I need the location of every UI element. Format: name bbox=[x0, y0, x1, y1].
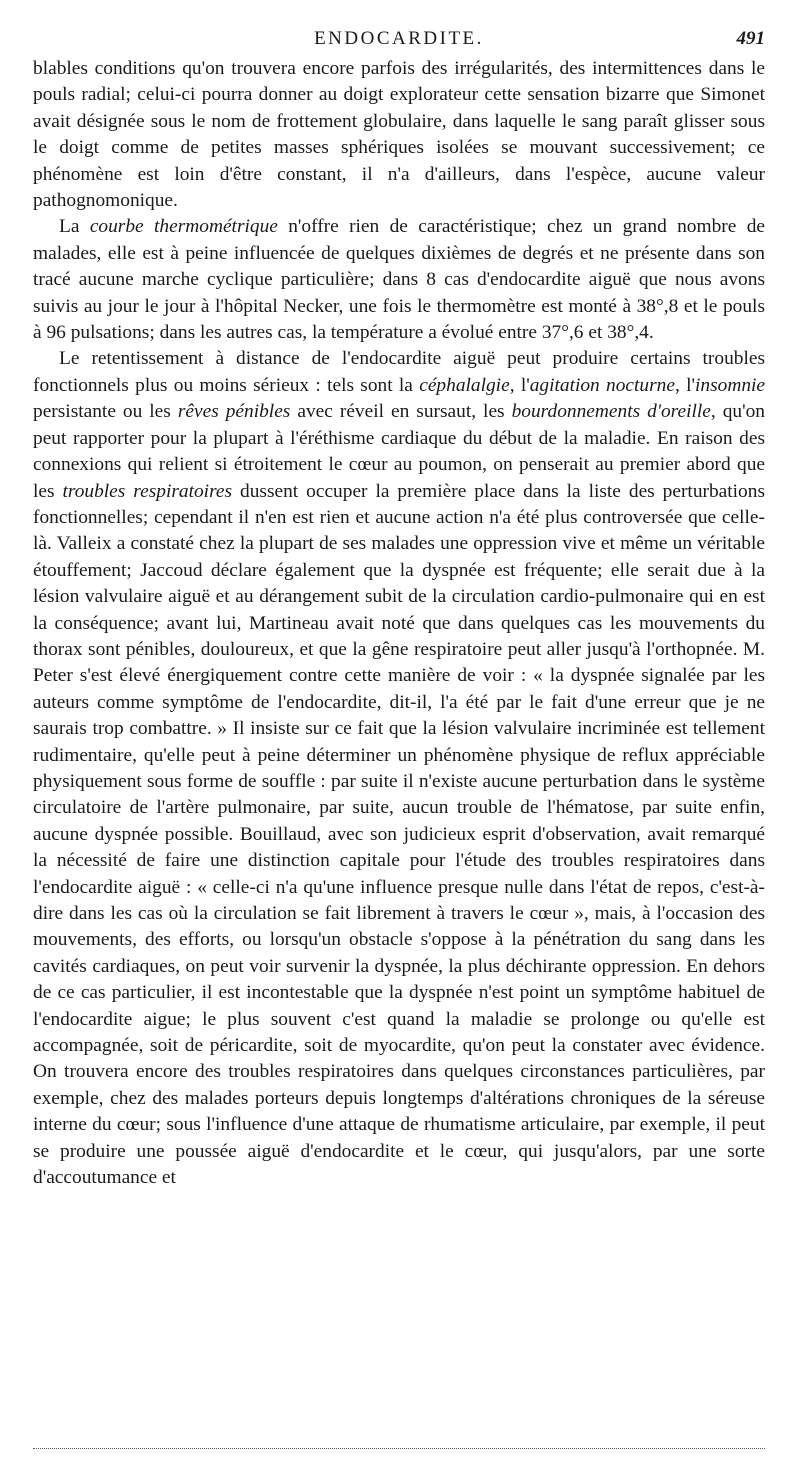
italic-term: bourdonnements d'oreille bbox=[511, 401, 711, 423]
footer-rule bbox=[33, 1448, 765, 1449]
paragraph bbox=[33, 56, 765, 214]
italic-term: courbe thermométrique bbox=[89, 216, 278, 238]
page-number: 491 bbox=[736, 28, 765, 49]
paragraph bbox=[33, 346, 765, 1191]
italic-term: rêves pénibles bbox=[177, 401, 291, 423]
text-run: La bbox=[59, 216, 90, 238]
text-run: persistante ou les bbox=[33, 401, 178, 423]
text-run: , qu'on peut rapporter pour la plupart à l'éréthisme cardiaque du début de la maladie. En raison des connexions qui relient si étroitement le cœur au poumon, on penserait au premier abord que les bbox=[33, 401, 765, 502]
paragraph bbox=[33, 214, 765, 346]
running-title: ENDOCARDITE. bbox=[314, 28, 484, 49]
text-run: , l' bbox=[509, 374, 530, 396]
book-page bbox=[33, 22, 765, 1191]
text-run: blables conditions qu'on trouvera encore parfois des irrégularités, des intermittences dans le pouls radial; celui-ci pourra donner au doigt explorateur cette sensation bizarre que Simonet avait désignée sous le nom de frottement globulaire, dans laquelle le sang paraît glisser sous le doigt comme de petites masses sphériques isolées se mouvant successivement; ce phénomène est loin d'être constant, il n'a d'ailleurs, dans l'espèce, aucune valeur pathognomonique. bbox=[33, 58, 765, 212]
italic-term: insomnie bbox=[695, 374, 766, 396]
text-run: Le retentissement à distance de l'endocardite aiguë peut produire certains troubles fonctionnels plus ou moins sérieux : tels sont la bbox=[33, 348, 765, 396]
body-text bbox=[33, 56, 765, 1191]
text-run: , l' bbox=[674, 374, 695, 396]
text-run: dussent occuper la première place dans la liste des perturbations fonctionnelles; cependant il n'en est rien et aucune action n'a été plus controversée que celle-là. Valleix a constaté chez la plupart de ses malades une oppression vive et même un véritable étouffement; Jaccoud déclare également que la dyspnée est fréquente; elle serait due à la lésion valvulaire aiguë et au dérangement subit de la circulation cardio-pulmonaire qui en est la conséquence; avant lui, Martineau avait noté que dans quelques cas les mouvements du thorax sont pénibles, douloureux, et que la gêne respiratoire peut aller jusqu'à l'orthopnée. M. Peter s'est élevé énergiquement contre cette manière de voir : « la dyspnée signalée par les auteurs comme symptôme de l'endocardite, dit-il, l'a été par le fait d'une erreur que je ne saurais trop combattre. » Il insiste sur ce fait que la lésion valvulaire incriminée est tellement rudimentaire, qu'elle peut à peine déterminer un phénomène physique de reflux appréciable physiquement sous forme de souffle : par suite il n'existe aucune perturbation dans le système circulatoire de l'artère pulmonaire, par suite, aucun trouble de l'hématose, par suite enfin, aucune dyspnée possible. Bouillaud, avec son judicieux esprit d'observation, avait remarqué la nécessité de faire une distinction capitale pour l'étude des troubles respiratoires dans l'endocardite aiguë : « celle-ci n'a qu'une influence presque nulle dans l'état de repos, c'est-à-dire dans les cas où la circulation se fait librement à travers le cœur », mais, à l'occasion des mouvements, des efforts, ou lorsqu'un obstacle s'oppose à la pénétration du sang dans les cavités cardiaques, on peut voir survenir la dyspnée, la plus déchirante oppression. En dehors de ce cas particulier, il est incontestable que la dyspnée n'est point un symptôme habituel de l'endocardite aigue; le plus souvent c'est quand la maladie se prolonge ou qu'elle est accompagnée, soit de péricardite, soit de myocardite, qu'on peut la constater avec évidence. On trouvera encore des troubles respiratoires dans quelques circonstances particulières, par exemple, chez des malades porteurs depuis longtemps d'altérations chroniques de la séreuse interne du cœur; sous l'influence d'une attaque de rhumatisme articulaire, par exemple, il peut se produire une poussée aiguë d'endocardite et le cœur, qui jusqu'alors, par une sorte d'accoutumance et bbox=[33, 480, 765, 1189]
italic-term: agitation nocturne bbox=[529, 374, 675, 396]
running-header bbox=[33, 22, 765, 56]
text-run: n'offre rien de caractéristique; chez un grand nombre de malades, elle est à peine influencée de quelques dixièmes de degrés et ne présente dans son tracé aucune marche cyclique particulière; dans 8 cas d'endocardite aiguë que nous avons suivis au jour le jour à l'hôpital Necker, une fois le thermomètre est monté à 38°,8 et le pouls à 96 pulsations; dans les autres cas, la température a évolué entre 37°,6 et 38°,4. bbox=[33, 216, 765, 344]
italic-term: troubles respiratoires bbox=[62, 480, 233, 502]
italic-term: céphalalgie bbox=[419, 374, 510, 396]
text-run: avec réveil en sursaut, les bbox=[290, 401, 512, 423]
